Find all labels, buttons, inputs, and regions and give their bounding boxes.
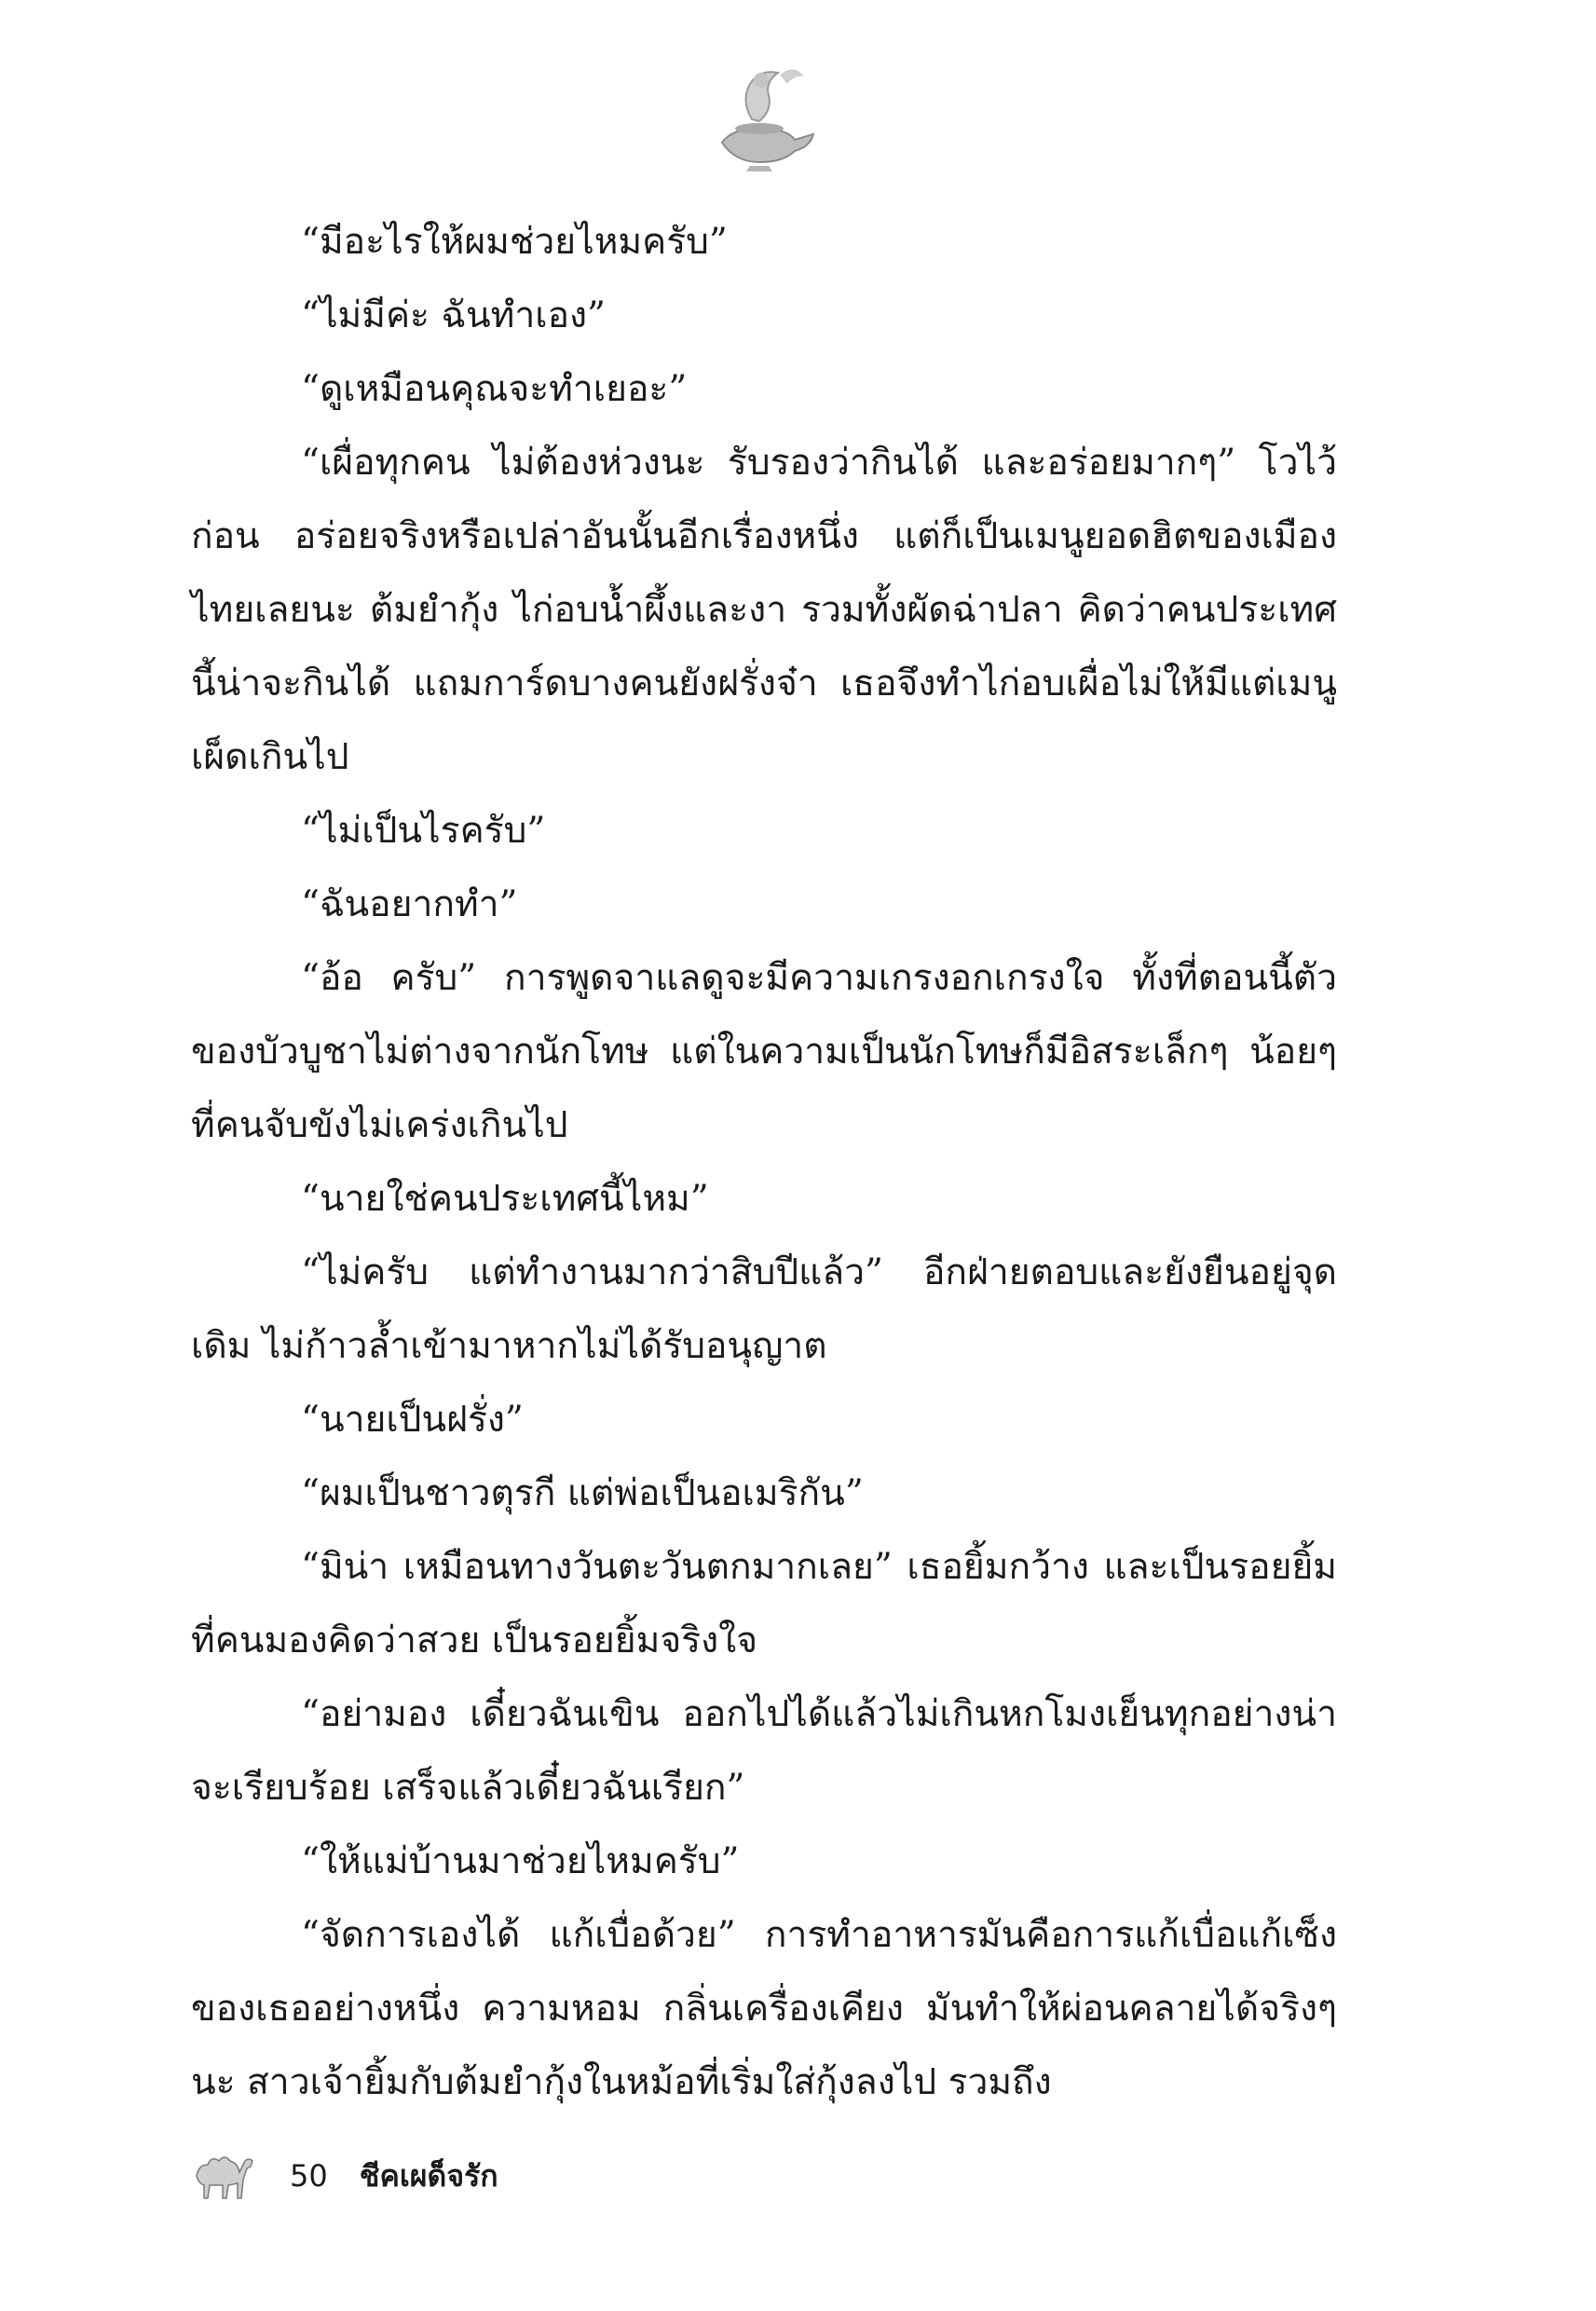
paragraph: “ดูเหมือนคุณจะทำเยอะ”: [301, 368, 688, 410]
paragraph: “ไม่ครับ แต่ทำงานมากว่าสิบปีแล้ว” อีกฝ่ายตอบและยังยืนอยู่จุดเดิม ไม่ก้าวล้ำเข้ามาหากไม่ได้รับอนุญาต: [191, 1251, 1337, 1367]
paragraph: “ผมเป็นชาวตุรกี แต่พ่อเป็นอเมริกัน”: [301, 1472, 864, 1514]
paragraph: “เผื่อทุกคน ไม่ต้องห่วงนะ รับรองว่ากินได้ และอร่อยมากๆ” โวไว้ก่อน อร่อยจริงหรือเปล่าอันนั้นอีกเรื่องหนึ่ง แต่ก็เป็นเมนูยอดฮิตของเมืองไทยเลยนะ ต้มยำกุ้ง ไก่อบน้ำผึ้งและงา รวมทั้งผัดฉ่าปลา คิดว่าคนประเทศนี้น่าจะกินได้ แถมการ์ดบางคนยังฝรั่งจ๋า เธอจึงทำไก่อบเผื่อไม่ให้มีแต่เมนูเผ็ดเกินไป: [191, 442, 1337, 778]
paragraph: “ไม่เป็นไรครับ”: [301, 810, 546, 852]
book-title: ชีคเผด็จรัก: [359, 2157, 498, 2194]
paragraph: “จัดการเองได้ แก้เบื่อด้วย” การทำอาหารมันคือการแก้เบื่อแก้เซ็งของเธออย่างหนึ่ง ความหอม กลิ่นเครื่องเคียง มันทำให้ผ่อนคลายได้จริงๆ นะ สาวเจ้ายิ้มกับต้มยำกุ้งในหม้อที่เริ่มใส่กุ้งลงไป รวมถึง: [191, 1914, 1337, 2103]
paragraph: “ฉันอยากทำ”: [301, 883, 518, 925]
camel-icon: [191, 2148, 256, 2204]
paragraph: “นายเป็นฝรั่ง”: [301, 1399, 524, 1441]
paragraph: “ไม่มีค่ะ ฉันทำเอง”: [301, 294, 606, 336]
paragraph: “ให้แม่บ้านมาช่วยไหมครับ”: [301, 1840, 740, 1882]
page-footer: [191, 2143, 750, 2208]
paragraph: “อ้อ ครับ” การพูดจาแลดูจะมีความเกรงอกเกรงใจ ทั้งที่ตอนนี้ตัวของบัวบูชาไม่ต่างจากนักโทษ แต่ในความเป็นนักโทษก็มีอิสระเล็กๆ น้อยๆ ที่คนจับขังไม่เคร่งเกินไป: [191, 957, 1337, 1146]
page-body: [191, 205, 1337, 2119]
page-number: 50: [290, 2158, 328, 2194]
paragraph: “มีอะไรให้ผมช่วยไหมครับ”: [301, 221, 728, 263]
genie-lamp-icon: [694, 54, 825, 175]
paragraph: “มิน่า เหมือนทางวันตะวันตกมากเลย” เธอยิ้มกว้าง และเป็นรอยยิ้มที่คนมองคิดว่าสวย เป็นรอยยิ้มจริงใจ: [191, 1546, 1337, 1661]
paragraph: “อย่ามอง เดี๋ยวฉันเขิน ออกไปได้แล้วไม่เกินหกโมงเย็นทุกอย่างน่าจะเรียบร้อย เสร็จแล้วเดี๋ยวฉันเรียก”: [191, 1693, 1337, 1809]
paragraph: “นายใช่คนประเทศนี้ไหม”: [301, 1178, 709, 1220]
